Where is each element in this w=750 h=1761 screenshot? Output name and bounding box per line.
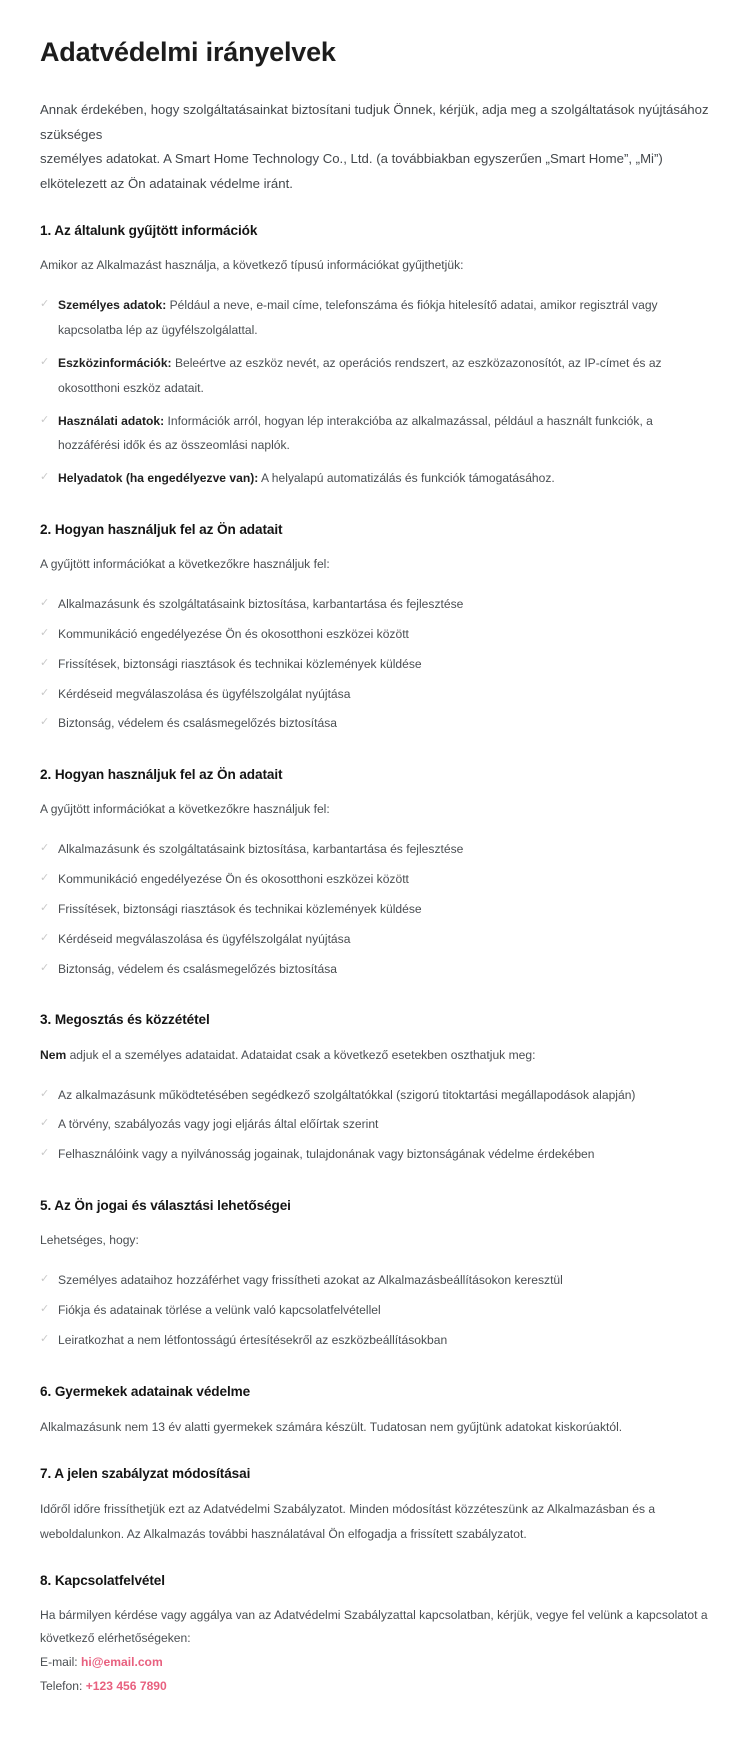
check-icon: ✓ [40,298,50,311]
list-item-label: Például a neve, e-mail címe, telefonszáma és fiókja hitelesítő adatai, amikor regisztrál vagy kapcsolatba lép az ügyfélszolgálattal. [58,298,658,338]
list-item-label: Az alkalmazásunk működtetésében segédkező szolgáltatókkal (szigorú titoktartási megállapodások alapján) [58,1087,636,1102]
section-lead: A gyűjtött információkat a következőkre használjuk fel: [40,802,330,817]
contact-phone-line [40,1674,710,1698]
section-heading: 7. A jelen szabályzat módosításai [40,1466,251,1482]
section [40,1383,710,1440]
intro-line-2: személyes adatokat. A Smart Home Technology Co., Ltd. (a továbbiakban egyszerűen „Smart Home”, „Mi”) elkötelezett az Ön adatainak védelme iránt. [40,151,663,191]
check-list [40,293,710,490]
page-title: Adatvédelmi irányelvek [40,37,336,67]
contact-email-line [40,1650,710,1674]
list-item-label: Leiratkozhat a nem létfontosságú értesítésekről az eszközbeállításokban [58,1332,448,1347]
list-item-label: Személyes adataihoz hozzáférhet vagy frissítheti azokat az Alkalmazásbeállításokon keresztül [58,1273,563,1288]
check-icon: ✓ [40,872,50,885]
list-item-term: Használati adatok: [58,413,165,428]
list-item [40,682,710,707]
section-body: Alkalmazásunk nem 13 év alatti gyermekek számára készült. Tudatosan nem gyűjtünk adatokat kiskorúaktól. [40,1419,623,1434]
check-list [40,1268,710,1352]
list-item-label: Biztonság, védelem és csalásmegelőzés biztosítása [58,961,337,976]
section [40,521,710,736]
contact-body: Ha bármilyen kérdése vagy aggálya van az Adatvédelmi Szabályzattal kapcsolatban, kérjük, vegye fel velünk a kapcsolatot a következő elérhetőségeken: [40,1608,708,1646]
check-icon: ✓ [40,626,50,639]
list-item-label: Alkalmazásunk és szolgáltatásaink biztosítása, karbantartása és fejlesztése [58,597,464,612]
check-icon: ✓ [40,931,50,944]
list-item-label: Beleértve az eszköz nevét, az operációs rendszert, az eszközazonosítót, az IP-címet és az okosotthoni eszköz adatait. [58,355,662,395]
list-item [40,711,710,736]
section-heading: 2. Hogyan használjuk fel az Ön adatait [40,767,283,783]
list-item-term: Helyadatok (ha engedélyezve van): [58,471,259,486]
check-icon: ✓ [40,597,50,610]
section-lead-text: adjuk el a személyes adataidat. Adataidat csak a következő esetekben oszthatjuk meg: [66,1047,536,1062]
check-icon: ✓ [40,842,50,855]
phone-link[interactable]: +123 456 7890 [85,1679,167,1694]
list-item [40,1083,710,1108]
list-item-label: Információk arról, hogyan lép interakcióba az alkalmazással, például a használt funkciók, a hozzáférési idők és az összeomlási naplók. [58,413,653,453]
check-icon: ✓ [40,1273,50,1286]
section-heading: 5. Az Ön jogai és választási lehetőségei [40,1197,291,1213]
list-item-label: Kommunikáció engedélyezése Ön és okosotthoni eszközei között [58,626,409,641]
section-heading: 2. Hogyan használjuk fel az Ön adatait [40,521,283,537]
list-item-label: Kommunikáció engedélyezése Ön és okosotthoni eszközei között [58,872,409,887]
section-lead-emphasis: Nem [40,1047,67,1062]
list-item-label: Kérdéseid megválaszolása és ügyfélszolgálat nyújtása [58,931,351,946]
check-icon: ✓ [40,1147,50,1160]
check-icon: ✓ [40,716,50,729]
check-icon: ✓ [40,471,50,484]
list-item [40,652,710,677]
section [40,1197,710,1353]
list-item-label: Biztonság, védelem és csalásmegelőzés biztosítása [58,716,337,731]
list-item [40,957,710,982]
list-item-label: Fiókja és adatainak törlése a velünk való kapcsolatfelvétellel [58,1303,381,1318]
list-item [40,351,710,401]
list-item-label: A törvény, szabályozás vagy jogi eljárás által előírtak szerint [58,1117,379,1132]
section-heading: 8. Kapcsolatfelvétel [40,1572,165,1588]
list-item [40,622,710,647]
check-icon: ✓ [40,1087,50,1100]
list-item [40,927,710,952]
section [40,1465,710,1546]
section-lead [40,1044,710,1067]
phone-label: Telefon: [40,1679,86,1694]
list-item-label: Kérdéseid megválaszolása és ügyfélszolgálat nyújtása [58,686,351,701]
section-lead: Lehetséges, hogy: [40,1233,139,1248]
list-item-label: Frissítések, biztonsági riasztások és technikai közlemények küldése [58,901,422,916]
list-item-label: Felhasználóink vagy a nyilvánosság jogainak, tulajdonának vagy biztonságának védelme érdekében [58,1147,595,1162]
email-link[interactable]: hi@email.com [81,1655,163,1670]
list-item [40,1112,710,1137]
list-item [40,466,710,491]
sections-container [40,222,710,1546]
email-label: E-mail: [40,1655,81,1670]
list-item-term: Személyes adatok: [58,298,167,313]
check-icon: ✓ [40,961,50,974]
section-body: Időről időre frissíthetjük ezt az Adatvédelmi Szabályzatot. Minden módosítást közzéteszünk az Alkalmazásban és a weboldalunkon. Az Alkalmazás további használatával Ön elfogadja a frissített szabályzatot. [40,1502,656,1541]
section-contact [40,1572,710,1699]
section [40,222,710,491]
list-item [40,409,710,459]
list-item [40,293,710,343]
list-item [40,897,710,922]
section-heading: 3. Megosztás és közzététel [40,1012,210,1028]
check-icon: ✓ [40,656,50,669]
check-icon: ✓ [40,413,50,426]
list-item-label: Alkalmazásunk és szolgáltatásaink biztosítása, karbantartása és fejlesztése [58,842,464,857]
intro-line-1: Annak érdekében, hogy szolgáltatásainkat biztosítani tudjuk Önnek, kérjük, adja meg a szolgáltatások nyújtásához szükséges [40,102,709,142]
check-icon: ✓ [40,1332,50,1345]
list-item-label: Frissítések, biztonsági riasztások és technikai közlemények küldése [58,656,422,671]
list-item [40,592,710,617]
list-item-label: A helyalapú automatizálás és funkciók támogatásához. [258,471,555,486]
check-list [40,837,710,981]
intro-paragraph [40,98,710,196]
check-icon: ✓ [40,1117,50,1130]
section-heading: 1. Az általunk gyűjtött információk [40,223,258,239]
check-list [40,592,710,736]
check-list [40,1083,710,1167]
section [40,1011,710,1167]
check-icon: ✓ [40,686,50,699]
list-item-term: Eszközinformációk: [58,355,172,370]
list-item [40,1298,710,1323]
list-item [40,1268,710,1293]
section [40,766,710,981]
check-icon: ✓ [40,355,50,368]
list-item [40,837,710,862]
list-item [40,867,710,892]
list-item [40,1142,710,1167]
list-item [40,1328,710,1353]
check-icon: ✓ [40,901,50,914]
check-icon: ✓ [40,1303,50,1316]
section-heading: 6. Gyermekek adatainak védelme [40,1383,251,1399]
section-lead: Amikor az Alkalmazást használja, a következő típusú információkat gyűjthetjük: [40,258,464,273]
section-lead: A gyűjtött információkat a következőkre használjuk fel: [40,557,330,572]
